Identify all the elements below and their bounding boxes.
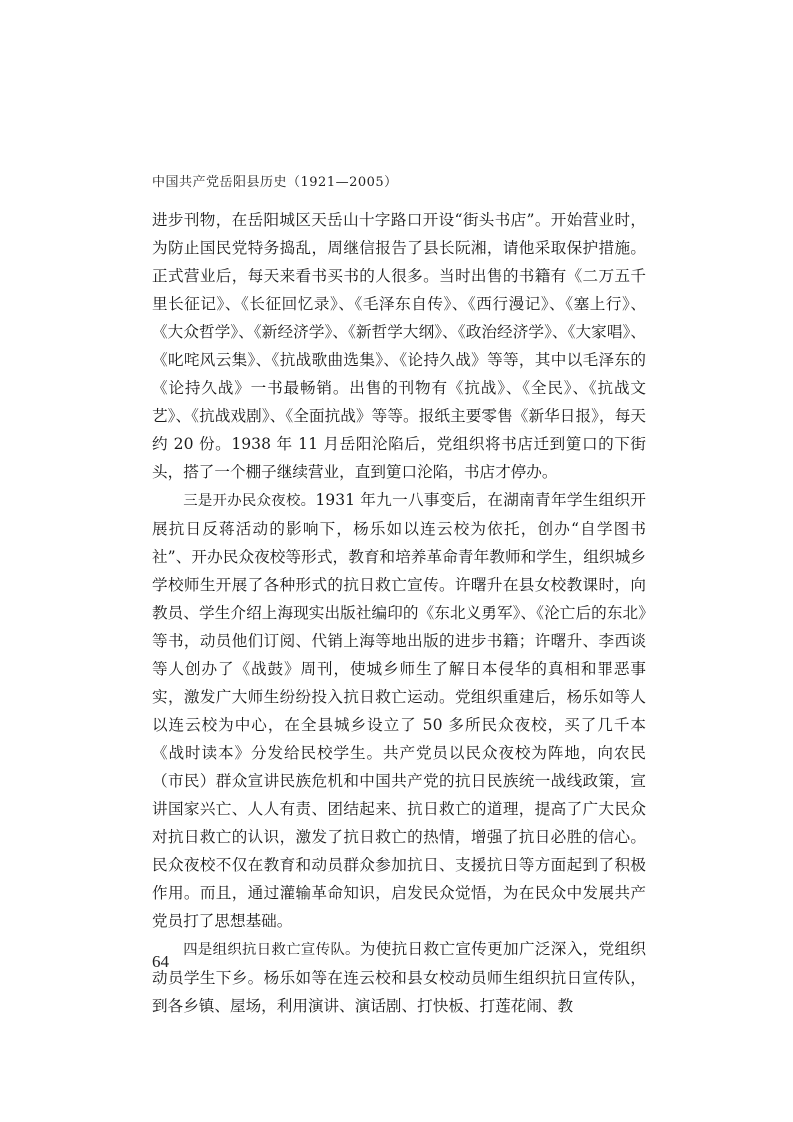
paragraph-3-text: 为使抗日救亡宣传更加广泛深入，党组织动员学生下乡。杨乐如等在连云校和县女校动员师生组织抗日宣传队，到各乡镇、屋场，利用演讲、演话剧、打快板、打莲花闹、教 xyxy=(152,940,646,1015)
paragraph-2-text: 1931 年九一八事变后，在湖南青年学生组织开展抗日反蒋活动的影响下，杨乐如以连云校为依托，创办“自学图书社”、开办民众夜校等形式，教育和培养革命青年教师和学生，组织城乡学校师生开展了各种形式的抗日救亡宣传。许曙升在县女校教课时，向教员、学生介绍上海现实出版社编印的《东北义勇军》、《沦亡后的东北》等书，动员他们订阅、代销上海等地出版的进步书籍；许曙升、李西谈等人创办了《战鼓》周刊，使城乡师生了解日本侵华的真相和罪恶事实，激发广大师生纷纷投入抗日救亡运动。党组织重建后，杨乐如等人以连云校为中心，在全县城乡设立了 50 多所民众夜校，买了几千本《战时读本》分发给民校学生。共产党员以民众夜校为阵地，向农民（市民）群众宣讲民族危机和中国共产党的抗日民族统一战线政策，宣讲国家兴亡、人人有责、团结起来、抗日救亡的道理，提高了广大民众对抗日救亡的认识，激发了抗日救亡的热情，增强了抗日必胜的信心。民众夜校不仅在教育和动员群众参加抗日、支援抗日等方面起到了积极作用。而且，通过灌输革命知识，启发民众觉悟，为在民众中发展共产党员打了思想基础。 xyxy=(152,491,646,930)
body-text xyxy=(152,206,646,1020)
paragraph-1: 进步刊物，在岳阳城区天岳山十字路口开设“街头书店”。开始营业时，为防止国民党特务捣乱，周继信报告了县长阮湘，请他采取保护措施。正式营业后，每天来看书买书的人很多。当时出售的书籍有《二万五千里长征记》、《长征回忆录》、《毛泽东自传》、《西行漫记》、《塞上行》、《大众哲学》、《新经济学》、《新哲学大纲》、《政治经济学》、《大家唱》、《叱咤风云集》、《抗战歌曲选集》、《论持久战》等等，其中以毛泽东的《论持久战》一书最畅销。出售的刊物有《抗战》、《全民》、《抗战文艺》、《抗战戏剧》、《全面抗战》等等。报纸主要零售《新华日报》，每天约 20 份。1938 年 11 月岳阳沦陷后，党组织将书店迁到筻口的下街头，搭了一个棚子继续营业，直到筻口沦陷，书店才停办。 xyxy=(152,211,646,481)
running-header: 中国共产党岳阳县历史（1921—2005） xyxy=(152,175,398,190)
page-number: 64 xyxy=(152,952,169,971)
paragraph-2 xyxy=(152,486,646,935)
paragraph-3-lead: 四是组织抗日救亡宣传队。 xyxy=(183,942,360,958)
paragraph-3 xyxy=(152,935,646,1020)
paragraph-2-lead: 三是开办民众夜校。 xyxy=(183,493,316,509)
